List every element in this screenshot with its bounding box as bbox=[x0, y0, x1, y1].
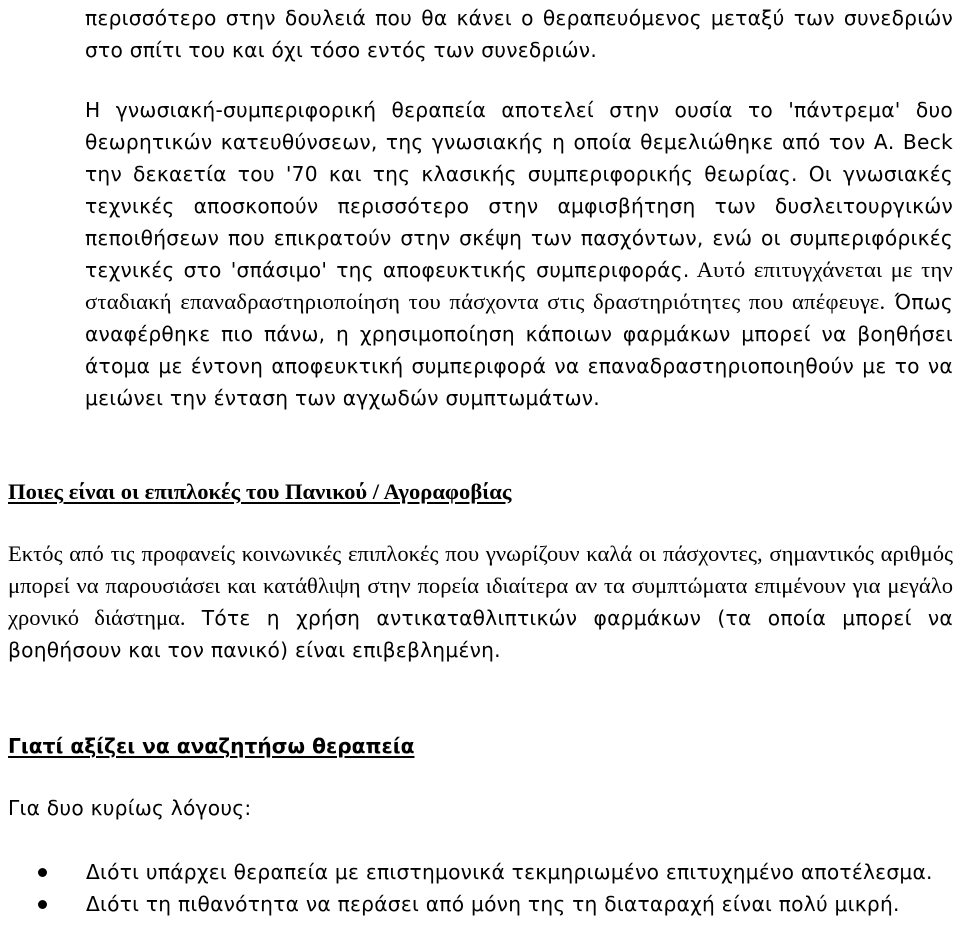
paragraph-cbt-text: Η γνωσιακή-συμπεριφορική θεραπεία αποτελεί στην ουσία το 'πάντρεμα' δυο θεωρητικών κατευθύνσεων, της γνωσιακής η οποία θεμελιώθηκε από τον Α. Beck την δεκαετία του '70 και της κλασικής συμπεριφορικής θεωρίας. Οι γνωσιακές τεχνικές αποσκοπούν περισσότερο στην αμφισβήτηση των δυσλειτουργικών πεποιθήσεων που επικρατούν στην σκέψη των πασχόντων, ενώ οι συμπεριφόρικές τεχνικές στο 'σπάσιμο' της αποφευκτικής συμπεριφοράς. bbox=[85, 98, 953, 282]
reasons-intro: Για δυο κυρίως λόγους: bbox=[8, 796, 252, 820]
bullet-icon bbox=[38, 900, 47, 909]
paragraph-complications-sans-text: Τότε η χρήση αντικαταθλιπτικών φαρμάκων (τα οποία μπορεί να βοηθήσουν και τον πανικό) είναι επιβεβλημένη. bbox=[8, 606, 953, 662]
paragraph-complications bbox=[8, 538, 953, 666]
heading-why-seek-therapy: Γιατί αξίζει να αναζητήσω θεραπεία bbox=[8, 734, 415, 758]
paragraph-cbt-description bbox=[85, 94, 953, 414]
paragraph-cbt-serif-text: Αυτό επιτυγχάνεται με την σταδιακή επαναδραστηριοποίηση του πάσχοντα στις δραστηριότητες που απέφευγε. bbox=[85, 257, 953, 314]
paragraph-continuation: περισσότερο στην δουλειά που θα κάνει ο θεραπευόμενος μεταξύ των συνεδριών στο σπίτι του και όχι τόσο εντός των συνεδριών. bbox=[85, 6, 953, 62]
list-item-reason-2 bbox=[8, 888, 953, 920]
bullet-icon bbox=[38, 868, 47, 877]
reasons-list bbox=[8, 856, 953, 920]
reason-text: Διότι τη πιθανότητα να περάσει από μόνη της τη διαταραχή είναι πολύ μικρή. bbox=[86, 892, 900, 916]
heading-complications: Ποιες είναι οι επιπλοκές του Πανικού / Αγοραφοβίας bbox=[8, 479, 512, 504]
paragraph-cbt-medication-text: Όπως αναφέρθηκε πιο πάνω, η χρησιμοποίηση κάποιων φαρμάκων μπορεί να βοηθήσει άτομα με έντονη αποφευκτική συμπεριφορά να επαναδραστηριοποιηθούν με το να μειώνει την ένταση των αγχωδών συμπτωμάτων. bbox=[85, 290, 953, 410]
list-item-reason-1 bbox=[8, 856, 953, 888]
reason-text: Διότι υπάρχει θεραπεία με επιστημονικά τεκμηριωμένο επιτυχημένο αποτέλεσμα. bbox=[86, 860, 933, 884]
paragraph-complications-text: Εκτός από τις προφανείς κοινωνικές επιπλοκές που γνωρίζουν καλά οι πάσχοντες, σημαντικός αριθμός μπορεί να παρουσιάσει και κατάθλιψη στην πορεία ιδιαίτερα αν τα συμπτώματα επιμένουν για μεγάλο χρονικό διάστημα. bbox=[8, 541, 953, 630]
